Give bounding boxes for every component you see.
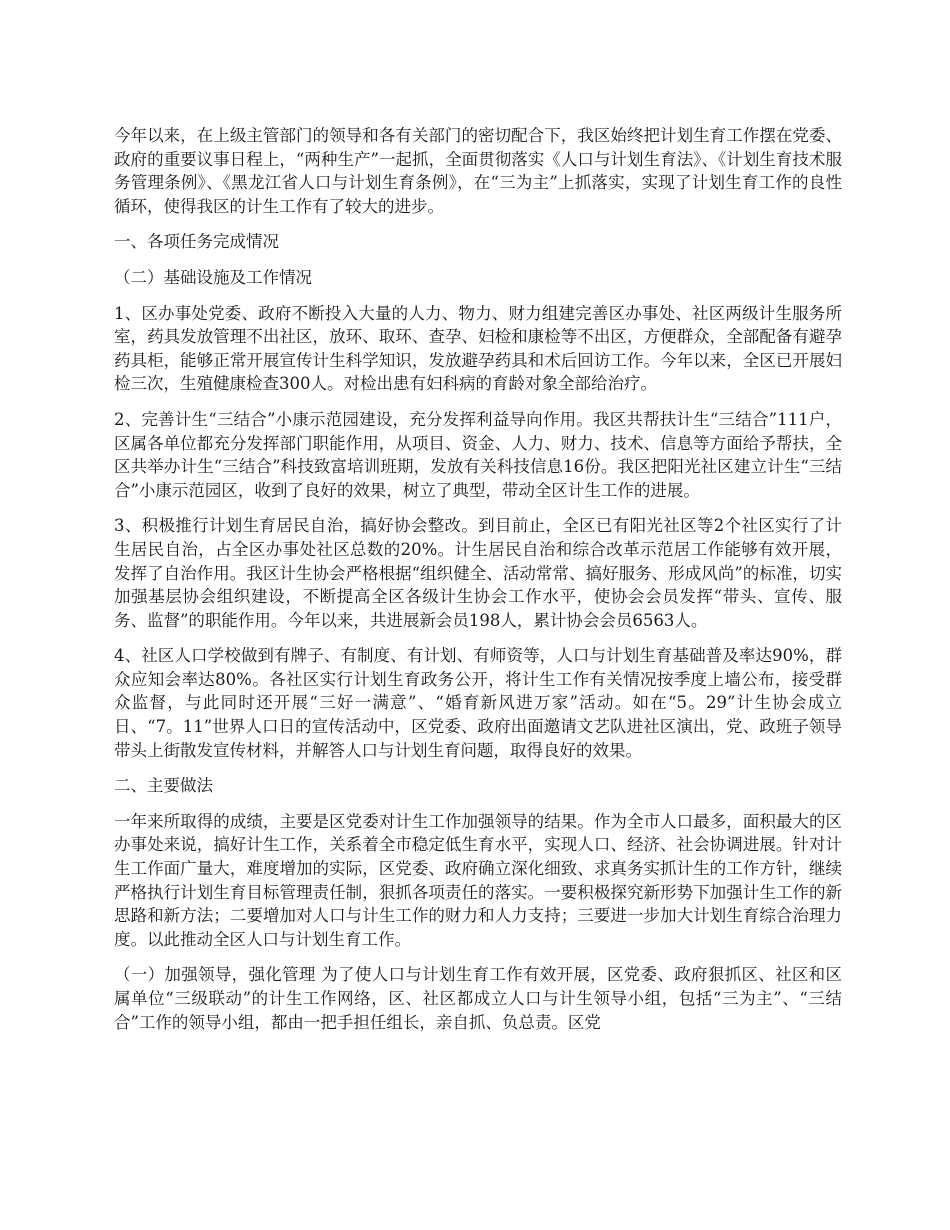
intro-paragraph: 今年以来，在上级主管部门的领导和各有关部门的密切配合下，我区始终把计划生育工作摆在党委、政府的重要议事日程上，“两种生产”一起抓，全面贯彻落实《人口与计划生育法》、《计划生育技术服务管理条例》、《黑龙江省人口与计划生育条例》，在“三为主”上抓落实，实现了计划生育工作的良性循环，使得我区的计生工作有了较大的进步。 bbox=[114, 126, 842, 216]
item-paragraph-2: 2、完善计生“三结合”小康示范园建设，充分发挥利益导向作用。我区共帮扶计生“三结合”111户，区属各单位都充分发挥部门职能作用，从项目、资金、人力、财力、技术、信息等方面给予帮扶，全区共举办计生“三结合”科技致富培训班期，发放有关科技信息16份。我区把阳光社区建立计生“三结合”小康示范园区，收到了良好的效果，树立了典型，带动全区计生工作的进展。 bbox=[114, 409, 842, 500]
section-heading-2: 二、主要做法 bbox=[114, 776, 213, 796]
item-paragraph-1: 1、区办事处党委、政府不断投入大量的人力、物力、财力组建完善区办事处、社区两级计生服务所室，药具发放管理不出社区，放环、取环、查孕、妇检和康检等不出区，方便群众，全部配备有避孕药具柜，能够正常开展宣传计生科学知识，发放避孕药具和术后回访工作。今年以来，全区已开展妇检三次，生殖健康检查300人。对检出患有妇科病的育龄对象全部给治疗。 bbox=[114, 303, 842, 394]
last-paragraph: （一）加强领导，强化管理 为了使人口与计划生育工作有效开展，区党委、政府狠抓区、社区和区属单位“三级联动”的计生工作网络，区、社区都成立人口与计生领导小组，包括“三为主”、“三结合”工作的领导小组，都由一把手担任组长，亲自抓、负总责。区党 bbox=[114, 965, 842, 1032]
section2-paragraph: 一年来所取得的成绩，主要是区党委对计生工作加强领导的结果。作为全市人口最多，面积最大的区办事处来说，搞好计生工作，关系着全市稳定低生育水平，实现人口、经济、社会协调进展。针对计生工作面广量大，难度增加的实际，区党委、政府确立深化细致、求真务实抓计生的工作方针，继续严格执行计划生育目标管理责任制，狠抓各项责任的落实。一要积极探究新形势下加强计生工作的新思路和新方法；二要增加对人口与计生工作的财力和人力支持；三要进一步加大计划生育综合治理力度。以此推动全区人口与计划生育工作。 bbox=[114, 811, 842, 949]
section-heading-1: 一、各项任务完成情况 bbox=[114, 232, 279, 252]
subsection-heading: （二）基础设施及工作情况 bbox=[114, 267, 312, 287]
item-paragraph-3: 3、积极推行计划生育居民自治，搞好协会整改。到目前止，全区已有阳光社区等2个社区实行了计生居民自治，占全区办事处社区总数的20%。计生居民自治和综合改革示范居工作能够有效开展，发挥了自治作用。我区计生协会严格根据“组织健全、活动常常、搞好服务、形成风尚”的标准，切实加强基层协会组织建设，不断提高全区各级计生协会工作水平，使协会会员发挥“带头、宣传、服务、监督”的职能作用。今年以来，共进展新会员198人，累计协会会员6563人。 bbox=[114, 516, 842, 630]
document-page bbox=[114, 124, 842, 1046]
item-paragraph-4: 4、社区人口学校做到有牌子、有制度、有计划、有师资等，人口与计划生育基础普及率达90%，群众应知会率达80%。各社区实行计划生育政务公开，将计生工作有关情况按季度上墙公布，接受群众监督，与此同时还开展“三好一满意”、“婚育新风进万家”活动。如在“5。29”计生协会成立日、“7。11”世界人口日的宣传活动中，区党委、政府出面邀请文艺队进社区演出，党、政班子领导带头上街散发宣传材料，并解答人口与计划生育问题，取得良好的效果。 bbox=[114, 646, 842, 760]
